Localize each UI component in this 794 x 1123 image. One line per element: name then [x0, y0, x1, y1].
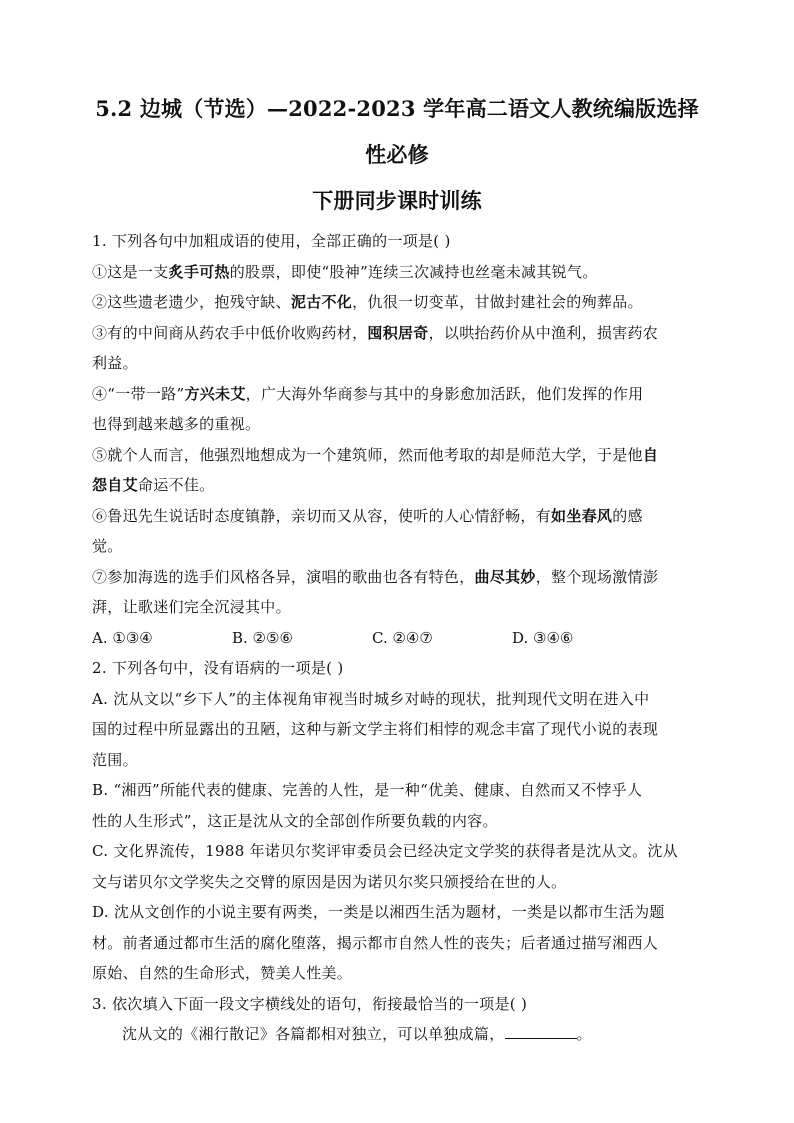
- option-text-line: 材。前者通过都市生活的腐化堕落，揭示都市自然人性的丧失；后者通过描写湘西人: [92, 933, 659, 952]
- q2-option-a[interactable]: [92, 684, 702, 776]
- q2-option-b[interactable]: [92, 775, 702, 836]
- option-text-line: C. 文化界流传，1988 年诺贝尔奖评审委员会已经决定文学奖的获得者是沈从文。沈从: [92, 842, 679, 860]
- bold-idiom: 如坐春风: [551, 506, 613, 525]
- q1-sentence-7: ⑦参加海选的选手们风格各异，演唱的歌曲也各有特色，曲尽其妙，整个现场激情澎: [92, 567, 659, 586]
- option-d[interactable]: D. ③④⑥: [512, 628, 574, 647]
- option-text-line: B. “湘西”所能代表的健康、完善的人性，是一种“优美、健康、自然而又不悖乎人: [92, 781, 643, 799]
- title-line-2: 下册同步课时训练: [312, 188, 482, 213]
- q1-sentence-6-cont: 觉。: [92, 537, 123, 555]
- bold-idiom: 自: [642, 445, 659, 464]
- option-text-line: 性的人生形式”，这正是沈从文的全部创作所要负载的内容。: [92, 811, 498, 830]
- question-1-options: [92, 623, 702, 654]
- q1-sentence-4-cont: 也得到越来越多的重视。: [92, 415, 261, 433]
- option-b[interactable]: B. ②⑤⑥: [232, 628, 293, 647]
- fill-in-blank[interactable]: [505, 1024, 577, 1039]
- q1-sentence-5: ⑤就个人而言，他强烈地想成为一个建筑师，然而他考取的却是师范大学，于是他自: [92, 445, 659, 464]
- option-a[interactable]: A. ①③④: [92, 628, 153, 647]
- question-1-stem: 1. 下列各句中加粗成语的使用，全部正确的一项是( ): [92, 232, 451, 250]
- q1-sentence-7-cont: 湃，让歌迷们完全沉浸其中。: [92, 598, 291, 616]
- question-1: [92, 226, 702, 653]
- bold-idiom: 怨自艾: [92, 476, 138, 494]
- option-text-line: D. 沈从文创作的小说主要有两类，一类是以湘西生活为题材，一类是以都市生活为题: [92, 903, 665, 921]
- q1-sentence-3: ③有的中间商从药农手中低价收购药材，囤积居奇，以哄抬药价从中渔利，损害药农: [92, 323, 659, 342]
- question-3-stem: 3. 依次填入下面一段文字横线处的语句，衔接最恰当的一项是( ): [92, 994, 528, 1013]
- bold-idiom: 炙手可热: [168, 262, 230, 281]
- q1-sentence-6: ⑥鲁迅先生说话时态度镇静，亲切而又从容，使听的人心情舒畅，有如坐春风的感: [92, 506, 643, 525]
- option-c[interactable]: C. ②④⑦: [372, 628, 433, 647]
- q1-sentence-5-cont: 怨自艾命运不佳。: [92, 476, 215, 494]
- q1-sentence-2: ②这些遗老遗少，抱残守缺、泥古不化，仇很一切变革，甘做封建社会的殉葬品。: [92, 293, 643, 311]
- option-text-line: 原始、自然的生命形式，赞美人性美。: [92, 964, 353, 982]
- q1-sentence-1: ①这是一支炙手可热的股票，即使“股神”连续三次减持也丝毫未减其锐气。: [92, 262, 598, 281]
- document-title: [92, 86, 702, 224]
- q3-passage: 沈从文的《湘行散记》各篇都相对独立，可以单独成篇， 。: [122, 1025, 592, 1043]
- bold-idiom: 囤积居奇: [367, 323, 429, 342]
- question-2-stem: 2. 下列各句中，没有语病的一项是( ): [92, 659, 344, 677]
- option-text-line: 范围。: [92, 750, 138, 769]
- q1-sentence-3-cont: 利益。: [92, 354, 138, 372]
- q2-option-d[interactable]: [92, 897, 702, 989]
- q2-option-c[interactable]: [92, 836, 702, 897]
- title-line-1: 5.2 边城（节选）—2022-2023 学年高二语文人教统编版选择性必修: [95, 96, 699, 167]
- document-page: [92, 86, 702, 1050]
- option-text-line: A. 沈从文以“乡下人”的主体视角审视当时城乡对峙的现状，批判现代文明在进入中: [92, 689, 650, 708]
- bold-idiom: 方兴未艾: [184, 384, 246, 403]
- option-text-line: 文与诺贝尔文学奖失之交臂的原因是因为诺贝尔奖只颁授给在世的人。: [92, 872, 567, 891]
- question-3: [92, 989, 702, 1050]
- bold-idiom: 曲尽其妙: [474, 567, 536, 586]
- question-2: [92, 653, 702, 989]
- q1-sentence-4: ④“一带一路”方兴未艾，广大海外华商参与其中的身影愈加活跃，他们发挥的作用: [92, 384, 644, 403]
- option-text-line: 国的过程中所显露出的丑陋，这种与新文学主将们相悖的观念丰富了现代小说的表现: [92, 720, 659, 738]
- bold-idiom: 泥古不化: [290, 293, 353, 311]
